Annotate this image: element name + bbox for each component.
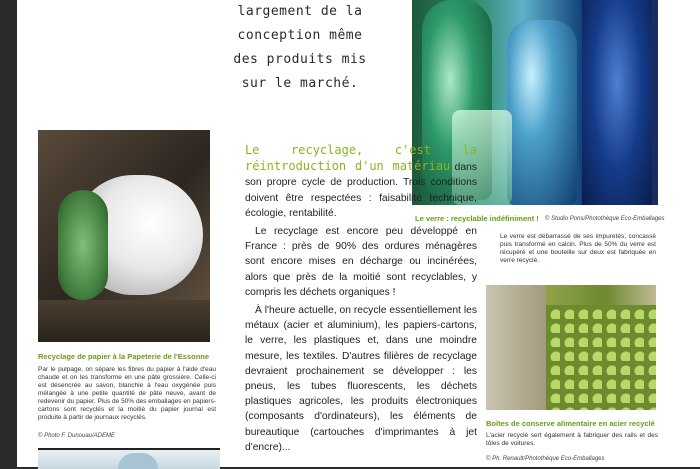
quote-line: conception même xyxy=(237,28,363,43)
paper-credit: © Photo F. Dunouau/ADEME xyxy=(38,433,116,439)
main-article xyxy=(245,143,477,458)
pull-quote xyxy=(225,0,375,96)
dark-blue-bottle xyxy=(582,0,652,205)
quote-line: sur le marché. xyxy=(241,76,359,91)
quote-line: largement de la xyxy=(237,4,363,19)
drum-rim xyxy=(58,190,108,300)
blue-bottle xyxy=(507,20,577,205)
cans-description: L'acier recyclé sert également à fabriquer des rails et des tôles de voitures. xyxy=(486,432,658,447)
intro-rest: dans son propre cycle de production. Trois conditions doivent être respectées : faisabilité technique, écologie, rentabilité. xyxy=(245,162,477,219)
can-label xyxy=(486,285,546,410)
lead-phrase: Le recyclage, c'est la réintroduction d'un matériau xyxy=(245,143,477,174)
glass-caption: Le verre : recyclable indéfiniment ! xyxy=(415,214,539,223)
factory-floor xyxy=(38,300,210,342)
paper-caption: Recyclage de papier à la Papeterie de l'Essonne xyxy=(38,352,210,361)
quote-line: des produits mis xyxy=(233,52,367,67)
paragraph-intro xyxy=(245,143,477,221)
bottom-photo xyxy=(38,448,220,469)
peas xyxy=(546,305,656,410)
paragraph-current: À l'heure actuelle, on recycle essentiellement les métaux (acier et aluminium), les papiers-cartons, le verre, les plastiques et, dans une moindre mesure, les textiles. D'autres filières de recyclage devraient prochainement se développer : les pneus, les tubes fluorescents, les déchets plastiques agricoles, les produits électroniques (composants d'ordinateurs), les éléments de bureautique (cartouches d'imprimantes à jet d'encre)... xyxy=(245,305,477,453)
glass-description: Le verre est débarrassé de ses impuretés, concassé puis transformé en calcin. Plus de 50% du verre est récupéré et une bouteille sur deux est fabriquée en verre recyclé. xyxy=(500,233,656,264)
paper-mill-photo xyxy=(38,130,210,342)
paragraph-france: Le recyclage est encore peu développé en France : près de 90% des ordures ménagères sont encore mises en décharge ou incinérées, alors que près de la moitié sont recyclables, y compris les déchets organiques ! xyxy=(245,226,477,298)
paper-description: Par le pulpage, on sépare les fibres du papier à l'aide d'eau chaude et on les transforme en une pâte grossière. Celle-ci est désencrée au savon, blanchie à l'eau oxygénée puis mélangée à une petite quantité de pâte neuve, avant de redevenir du papier. Plus de 50% des emballages en papiers-cartons sont recyclés et la moitié du papier journal est produite à partir de journaux recyclés. xyxy=(38,366,216,421)
steel-cans-photo xyxy=(486,285,656,410)
cans-credit: © Ph. Renault/Photothèque Eco-Emballages xyxy=(486,456,605,462)
cans-caption: Boîtes de conserve alimentaire en acier recyclé xyxy=(486,419,655,428)
glass-credit: © Studio Pons/Photothèque Eco-Emballages xyxy=(545,216,665,222)
